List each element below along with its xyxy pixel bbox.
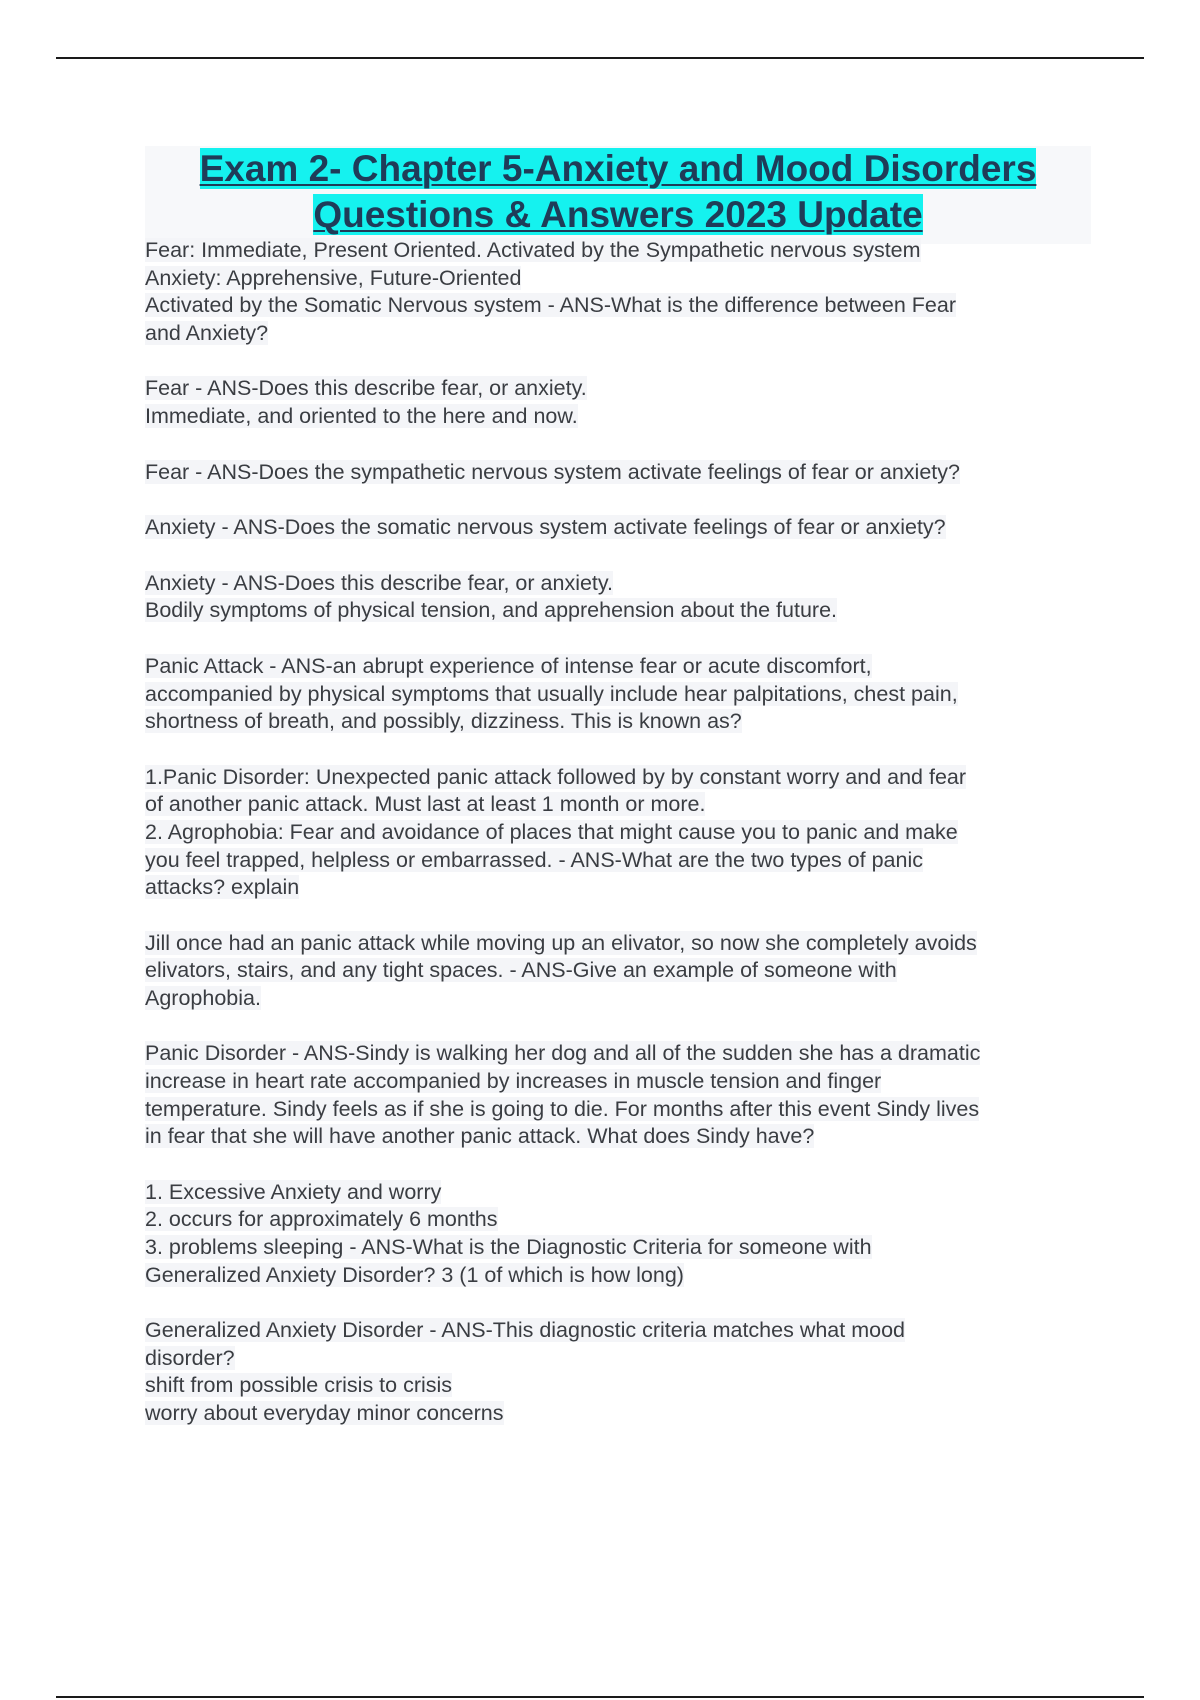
qa-line bbox=[145, 1262, 1095, 1290]
qa-item bbox=[145, 459, 1095, 487]
qa-line bbox=[145, 403, 1095, 431]
qa-line-text: shift from possible crisis to crisis bbox=[145, 1373, 453, 1398]
qa-line-text: attacks? explain bbox=[145, 875, 300, 900]
qa-line-text: 2. Agrophobia: Fear and avoidance of places that might cause you to panic and make bbox=[145, 819, 958, 844]
qa-line-text: shortness of breath, and possibly, dizziness. This is known as? bbox=[145, 709, 742, 734]
qa-line bbox=[145, 597, 1095, 625]
qa-line-text: Panic Disorder - ANS-Sindy is walking her dog and all of the sudden she has a dramatic bbox=[145, 1041, 981, 1066]
qa-item bbox=[145, 930, 1095, 1013]
qa-line-text: 1.Panic Disorder: Unexpected panic attack followed by by constant worry and and fear bbox=[145, 764, 967, 789]
qa-line bbox=[145, 764, 1095, 792]
qa-line-text: worry about everyday minor concerns bbox=[145, 1401, 504, 1425]
qa-item bbox=[145, 764, 1095, 902]
qa-line-text: of another panic attack. Must last at least 1 month or more. bbox=[145, 792, 706, 817]
qa-line-text: Activated by the Somatic Nervous system - ANS-What is the difference between Fear bbox=[145, 293, 956, 318]
document-title bbox=[145, 146, 1091, 244]
qa-line bbox=[145, 292, 1095, 320]
qa-line-text: Generalized Anxiety Disorder - ANS-This diagnostic criteria matches what mood bbox=[145, 1318, 905, 1343]
qa-line bbox=[145, 874, 1095, 902]
qa-line bbox=[145, 930, 1095, 958]
qa-line bbox=[145, 708, 1095, 736]
qa-line bbox=[145, 570, 1095, 598]
qa-line-text: and Anxiety? bbox=[145, 320, 269, 345]
qa-list bbox=[145, 237, 1095, 1456]
qa-line-text: 2. occurs for approximately 6 months bbox=[145, 1207, 498, 1232]
qa-line bbox=[145, 1096, 1095, 1124]
qa-line bbox=[145, 1345, 1095, 1373]
qa-line bbox=[145, 985, 1095, 1013]
qa-line bbox=[145, 459, 1095, 487]
qa-line-text: in fear that she will have another panic attack. What does Sindy have? bbox=[145, 1124, 815, 1149]
qa-line bbox=[145, 375, 1095, 403]
qa-line-text: Anxiety - ANS-Does this describe fear, or anxiety. bbox=[145, 570, 614, 595]
qa-line-text: 3. problems sleeping - ANS-What is the Diagnostic Criteria for someone with bbox=[145, 1235, 872, 1260]
title-line-2: Questions & Answers 2023 Update bbox=[313, 194, 923, 235]
qa-line bbox=[145, 1400, 1095, 1428]
top-rule bbox=[56, 57, 1144, 59]
qa-line-text: 1. Excessive Anxiety and worry bbox=[145, 1179, 442, 1204]
title-line-1: Exam 2- Chapter 5-Anxiety and Mood Disorders bbox=[199, 148, 1037, 189]
qa-line bbox=[145, 1206, 1095, 1234]
qa-line-text: Fear: Immediate, Present Oriented. Activated by the Sympathetic nervous system bbox=[145, 238, 921, 262]
qa-item bbox=[145, 1179, 1095, 1289]
qa-line bbox=[145, 1372, 1095, 1400]
qa-line bbox=[145, 819, 1095, 847]
qa-item bbox=[145, 570, 1095, 625]
qa-line bbox=[145, 514, 1095, 542]
qa-item bbox=[145, 237, 1095, 347]
qa-line-text: you feel trapped, helpless or embarrassed. - ANS-What are the two types of panic bbox=[145, 847, 923, 872]
qa-line bbox=[145, 1123, 1095, 1151]
qa-line-text: disorder? bbox=[145, 1345, 235, 1370]
qa-line-text: Immediate, and oriented to the here and now. bbox=[145, 403, 578, 428]
qa-line-text: increase in heart rate accompanied by increases in muscle tension and finger bbox=[145, 1069, 882, 1094]
qa-item bbox=[145, 514, 1095, 542]
qa-line-text: accompanied by physical symptoms that usually include hear palpitations, chest pain, bbox=[145, 681, 958, 706]
qa-line-text: temperature. Sindy feels as if she is going to die. For months after this event Sindy lives bbox=[145, 1096, 980, 1121]
qa-line-text: Fear - ANS-Does the sympathetic nervous system activate feelings of fear or anxiety? bbox=[145, 459, 960, 484]
qa-line bbox=[145, 957, 1095, 985]
qa-line-text: Generalized Anxiety Disorder? 3 (1 of which is how long) bbox=[145, 1262, 684, 1287]
qa-line bbox=[145, 1068, 1095, 1096]
qa-item bbox=[145, 375, 1095, 430]
qa-line-text: Jill once had an panic attack while moving up an elivator, so now she completely avoids bbox=[145, 930, 977, 955]
qa-line bbox=[145, 1234, 1095, 1262]
qa-line bbox=[145, 237, 1095, 265]
qa-line bbox=[145, 265, 1095, 293]
qa-line-text: Anxiety: Apprehensive, Future-Oriented bbox=[145, 265, 522, 290]
qa-line bbox=[145, 1040, 1095, 1068]
qa-item bbox=[145, 1317, 1095, 1427]
qa-line-text: Fear - ANS-Does this describe fear, or anxiety. bbox=[145, 376, 587, 401]
qa-line-text: Bodily symptoms of physical tension, and apprehension about the future. bbox=[145, 598, 837, 623]
qa-line-text: Agrophobia. bbox=[145, 985, 261, 1010]
qa-line bbox=[145, 847, 1095, 875]
qa-line bbox=[145, 681, 1095, 709]
qa-line bbox=[145, 653, 1095, 681]
qa-line-text: Panic Attack - ANS-an abrupt experience of intense fear or acute discomfort, bbox=[145, 653, 872, 678]
qa-line bbox=[145, 1317, 1095, 1345]
qa-line bbox=[145, 791, 1095, 819]
qa-item bbox=[145, 653, 1095, 736]
qa-line-text: Anxiety - ANS-Does the somatic nervous system activate feelings of fear or anxiety? bbox=[145, 515, 946, 540]
qa-line bbox=[145, 1179, 1095, 1207]
qa-line-text: elivators, stairs, and any tight spaces. - ANS-Give an example of someone with bbox=[145, 958, 897, 983]
qa-item bbox=[145, 1040, 1095, 1150]
qa-line bbox=[145, 320, 1095, 348]
bottom-rule bbox=[56, 1696, 1144, 1698]
